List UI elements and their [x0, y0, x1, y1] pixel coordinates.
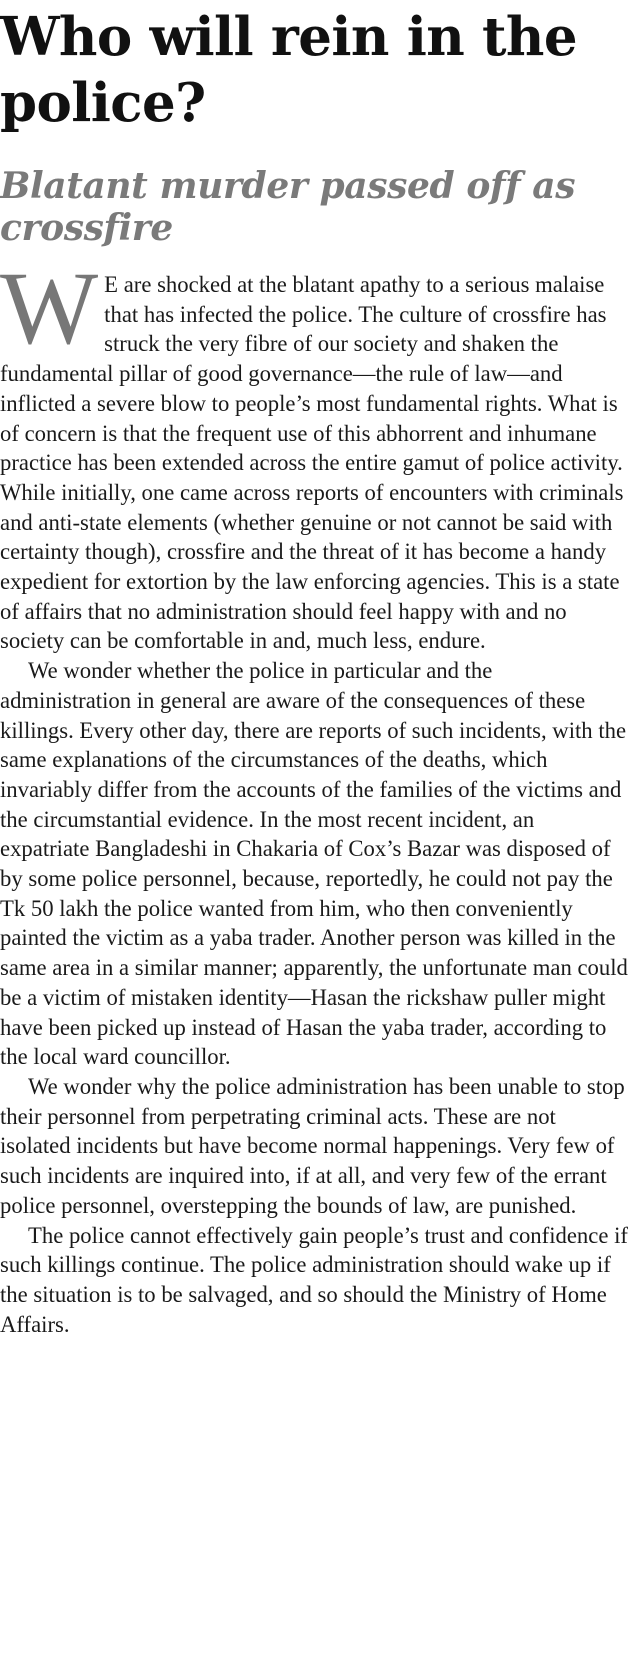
paragraph-1-text: are shocked at the blatant apathy to a serious malaise that has infected the police. The culture of crossfire has struck the very fibre of our society and shaken the fundamental pillar of good governance—the rule of law—and inflicted a severe blow to people’s most fundamental rights. What is of concern is that the frequent use of this abhorrent and inhumane practice has been extended across the entire gamut of police activity. While initially, one came across reports of encounters with criminals and anti-state elements (whether genuine or not cannot be said with certainty though), crossfire and the threat of it has become a handy expedient for extortion by the law enforcing agencies. This is a state of affairs that no administration should feel happy with and no society can be comfortable in and, much less, endure. — [0, 272, 624, 654]
first-word-rest: E — [104, 272, 119, 297]
headline: Who will rein in the police? — [0, 6, 577, 134]
paragraph-4: The police cannot effectively gain people’s trust and confidence if such killings continue. The police administration should wake up if the situation is to be salvaged, and so should the Ministry of Home Affairs. — [0, 1222, 628, 1337]
paragraph-2: We wonder whether the police in particular and the administration in general are aware of the consequences of these killings. Every other day, there are reports of such incidents, with the same explanations of the circumstances of the deaths, which invariably differ from the accounts of the families of the victims and the circumstantial evidence. In the most recent incident, an expatriate Bangladeshi in Chakaria of Cox’s Bazar was disposed of by some police personnel, because, reportedly, he could not pay the Tk 50 lakh the police wanted from him, who then conveniently painted the victim as a yaba trader. Another person was killed in the same area in a similar manner; apparently, the unfortunate man could be a victim of mistaken identity—Hasan the rickshaw puller might have been picked up instead of Hasan the yaba trader, according to the local ward councillor. — [0, 658, 628, 1070]
paragraph-3: We wonder why the police administration has been unable to stop their personnel from perpetrating criminal acts. These are not isolated incidents but have become normal happenings. Very few of such incidents are inquired into, if at all, and very few of the errant police personnel, overstepping the bounds of law, are punished. — [0, 1073, 625, 1218]
drop-cap: W — [0, 251, 99, 366]
subheadline: Blatant murder passed off as crossfire — [0, 165, 576, 249]
article-body — [0, 251, 629, 1339]
paragraph-1 — [0, 251, 629, 656]
